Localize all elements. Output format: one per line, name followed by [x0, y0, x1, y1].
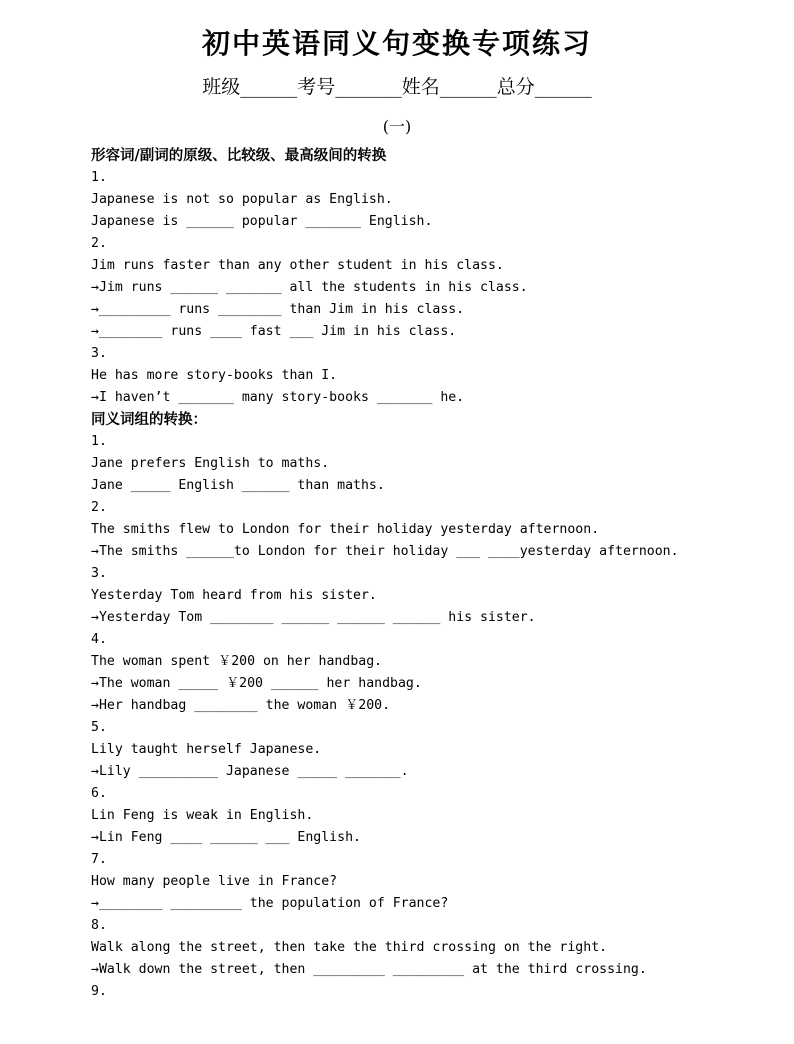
exercise-line: The woman spent ￥200 on her handbag. [91, 654, 383, 669]
exercise-line: Lily taught herself Japanese. [91, 742, 322, 757]
exercise-line: 4. [91, 632, 107, 647]
exercise-line: Jane prefers English to maths. [91, 456, 330, 471]
exercise-line: 3. [91, 566, 107, 581]
exercise-line: Jim runs faster than any other student in his class. [91, 258, 504, 273]
exercise-line: 5. [91, 720, 107, 735]
exercise-line: →Yesterday Tom ________ ______ ______ ______ his sister. [91, 610, 536, 625]
exercise-line: →I haven’t _______ many story-books _______ he. [91, 390, 465, 405]
exercise-line: 3. [91, 346, 107, 361]
exercise-line: He has more story-books than I. [91, 368, 338, 383]
exercise-line: Lin Feng is weak in English. [91, 808, 314, 823]
exercise-line: The smiths flew to London for their holiday yesterday afternoon. [91, 522, 600, 537]
exercise-line: Japanese is ______ popular _______ English. [91, 214, 433, 229]
exercise-line: 8. [91, 918, 107, 933]
exercise-line: →The smiths ______to London for their holiday ___ ____yesterday afternoon. [91, 544, 679, 559]
exercise-line: →Her handbag ________ the woman ￥200. [91, 698, 391, 713]
exercise-line: Yesterday Tom heard from his sister. [91, 588, 377, 603]
exercise-line: →Lily __________ Japanese _____ _______. [91, 764, 409, 779]
exercise-line: 6. [91, 786, 107, 801]
exercise-line: →Lin Feng ____ ______ ___ English. [91, 830, 361, 845]
exercise-line: Jane _____ English ______ than maths. [91, 478, 385, 493]
exercise-line: 1. [91, 434, 107, 449]
student-info-line: 班级______考号_______姓名______总分______ [202, 76, 592, 98]
section-heading: 同义词组的转换： [91, 411, 207, 428]
section-number: (一) [382, 117, 412, 136]
exercise-line: 1. [91, 170, 107, 185]
page-title: 初中英语同义句变换专项练习 [201, 27, 592, 60]
exercise-line: →Jim runs ______ _______ all the students in his class. [91, 280, 528, 295]
exercise-line: →________ _________ the population of France? [91, 896, 449, 911]
exercise-line: 7. [91, 852, 107, 867]
exercise-line: →________ runs ____ fast ___ Jim in his class. [91, 324, 457, 339]
exercise-line: 2. [91, 236, 107, 251]
exercise-line: Japanese is not so popular as English. [91, 192, 393, 207]
exercise-line: 2. [91, 500, 107, 515]
exercise-line: 9. [91, 984, 107, 999]
exercise-line: Walk along the street, then take the third crossing on the right. [91, 940, 608, 955]
section-heading: 形容词/副词的原级、比较级、最高级间的转换 [91, 147, 387, 164]
exercise-body [91, 145, 781, 1003]
exercise-line: →The woman _____ ￥200 ______ her handbag. [91, 676, 422, 691]
exercise-line: How many people live in France? [91, 874, 338, 889]
exercise-line: →_________ runs ________ than Jim in his class. [91, 302, 465, 317]
exercise-line: →Walk down the street, then _________ _________ at the third crossing. [91, 962, 647, 977]
